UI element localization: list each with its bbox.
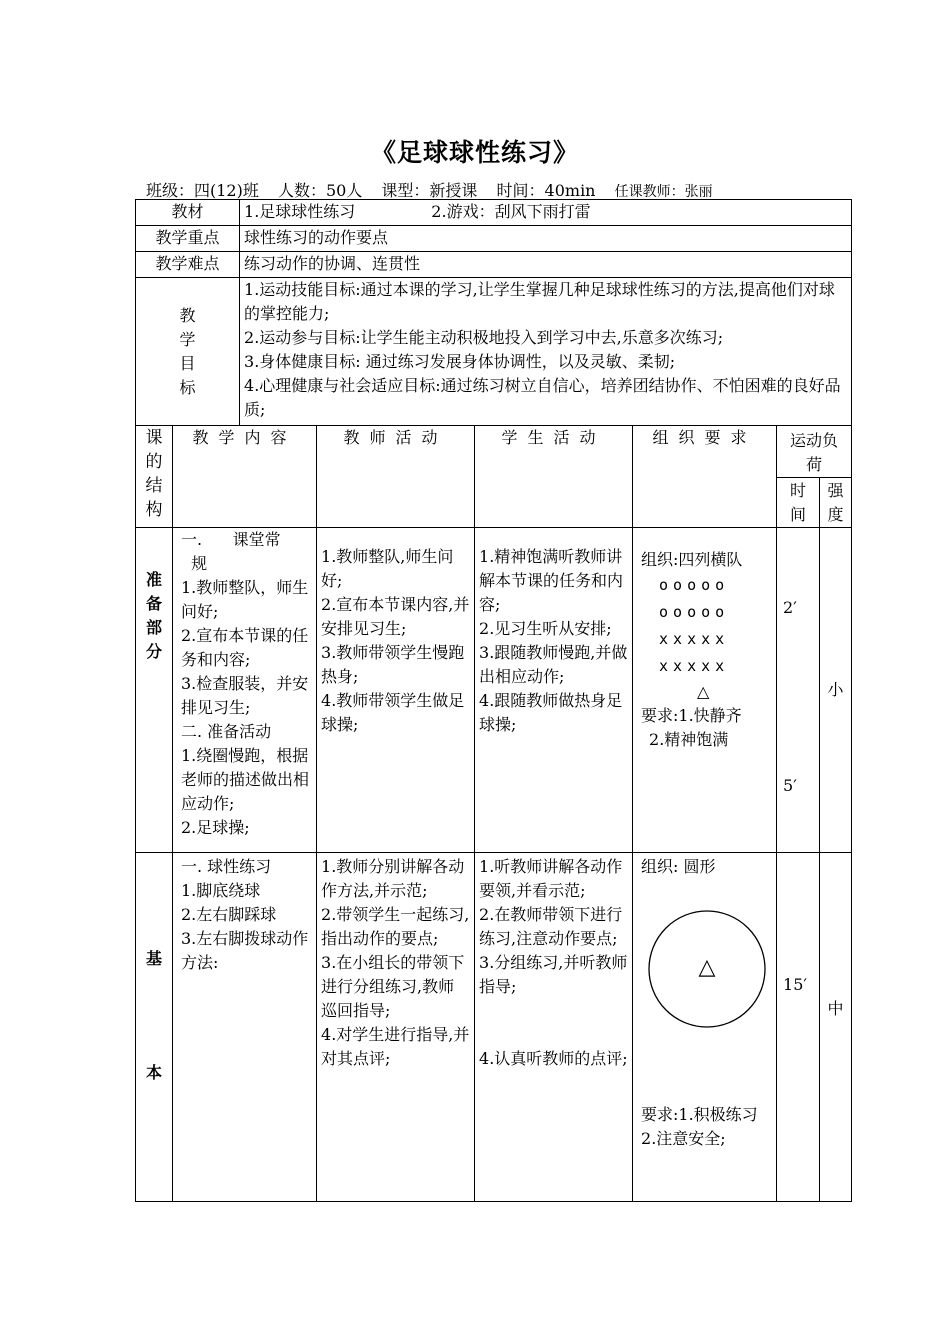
prep-org (633, 528, 777, 853)
goals-value (240, 278, 852, 426)
class-info: 班级：四(12)班 (146, 181, 259, 200)
org-header: 组织要求 (633, 426, 777, 528)
header-row-1 (136, 426, 852, 478)
prep-time: 2′ 5′ (777, 528, 820, 853)
prep-student: 1.精神饱满听教师讲解本节课的任务和内容; 2.见习生听从安排; 3.跟随教师慢跑,并做出相应动作; 4.跟随教师做热身足球操; (475, 528, 633, 853)
formation-row: ooooo (659, 576, 730, 594)
page-title: 《足球球性练习》 (370, 138, 579, 167)
difficulty-row (136, 252, 852, 278)
lesson-plan-table (135, 199, 852, 1202)
basic-section (136, 853, 852, 1202)
time-header: 时 间 (777, 478, 820, 528)
basic-teacher: 1.教师分别讲解各动作方法,并示范; 2.带领学生一起练习,指出动作的要点; 3.在小组长的带领下进行分组练习,教师巡回指导; 4.对学生进行指导,并对其点评; (317, 853, 475, 1202)
type-info: 课型：新授课 (381, 181, 478, 200)
basic-label: 基 本 (136, 853, 173, 1202)
circle-formation-icon (647, 909, 767, 1029)
center-triangle-icon: △ (698, 955, 716, 980)
lesson-info (146, 178, 727, 201)
prep-intensity: 小 (820, 528, 852, 853)
teacher-info: 任课教师：张丽 (614, 184, 713, 200)
basic-student: 1.听教师讲解各动作要领,并看示范; 2.在教师带领下进行练习,注意动作要点; 3.分组练习,并听教师指导; 4.认真听教师的点评; (475, 853, 633, 1202)
formation-row: ooooo (659, 603, 730, 621)
basic-org-title: 组织: 圆形 (641, 857, 716, 876)
material-row (136, 200, 852, 226)
goals-label: 教 学 目 标 (136, 278, 240, 426)
formation-row: xxxxx (659, 630, 730, 648)
goal-item: 1.运动技能目标:通过本课的学习,让学生掌握几种足球球性练习的方法,提高他们对球的掌控能力; (244, 280, 835, 323)
prep-label: 准 备 部 分 (136, 528, 173, 853)
content-header: 教学内容 (173, 426, 317, 528)
prep-section (136, 528, 852, 853)
basic-content: 一. 球性练习 1.脚底绕球 2.左右脚踩球 3.左右脚拨球动作方法: (173, 853, 317, 1202)
key-value: 球性练习的动作要点 (240, 226, 852, 252)
prep-org-title: 组织:四列横队 (641, 550, 743, 569)
goal-item: 3.身体健康目标: 通过练习发展身体协调性，以及灵敏、柔韧; (244, 352, 676, 371)
basic-time: 15′ (777, 853, 820, 1202)
key-row (136, 226, 852, 252)
difficulty-label: 教学难点 (136, 252, 240, 278)
basic-intensity: 中 (820, 853, 852, 1202)
prep-req-2: 2.精神饱满 (649, 730, 729, 749)
basic-org (633, 853, 777, 1202)
intensity-header: 强 度 (820, 478, 852, 528)
difficulty-value: 练习动作的协调、连贯性 (240, 252, 852, 278)
material-item-2: 2.游戏：刮风下雨打雷 (431, 202, 591, 221)
material-value (240, 200, 852, 226)
structure-header: 课 的 结 构 (136, 426, 173, 528)
material-item-1: 1.足球球性练习 (244, 202, 356, 221)
basic-req-1: 要求:1.积极练习 (641, 1105, 758, 1124)
load-header: 运动负荷 (777, 426, 852, 478)
basic-req-2: 2.注意安全; (641, 1129, 726, 1148)
key-label: 教学重点 (136, 226, 240, 252)
goals-row (136, 278, 852, 426)
count-info: 人数：50人 (277, 181, 363, 200)
prep-teacher: 1.教师整队,师生问好; 2.宣布本节课内容,并安排见习生; 3.教师带领学生慢跑热身; 4.教师带领学生做足球操; (317, 528, 475, 853)
teacher-header: 教师活动 (317, 426, 475, 528)
prep-req-1: 要求:1.快静齐 (641, 706, 742, 725)
teacher-triangle-icon: △ (697, 682, 710, 701)
prep-content: 一. 课堂常 规 1.教师整队，师生问好; 2.宣布本节课的任务和内容; 3.检查服装，并安排见习生; 二. 准备活动 1.绕圈慢跑，根据老师的描述做出相应动作; 2.足球操; (173, 528, 317, 853)
goal-item: 2.运动参与目标:让学生能主动积极地投入到学习中去,乐意多次练习; (244, 328, 724, 347)
goal-item: 4.心理健康与社会适应目标:通过练习树立自信心，培养团结协作、不怕困难的良好品质; (244, 376, 841, 419)
formation-row: xxxxx (659, 657, 730, 675)
material-label: 教材 (136, 200, 240, 226)
student-header: 学生活动 (475, 426, 633, 528)
time-info: 时间：40min (496, 181, 596, 200)
